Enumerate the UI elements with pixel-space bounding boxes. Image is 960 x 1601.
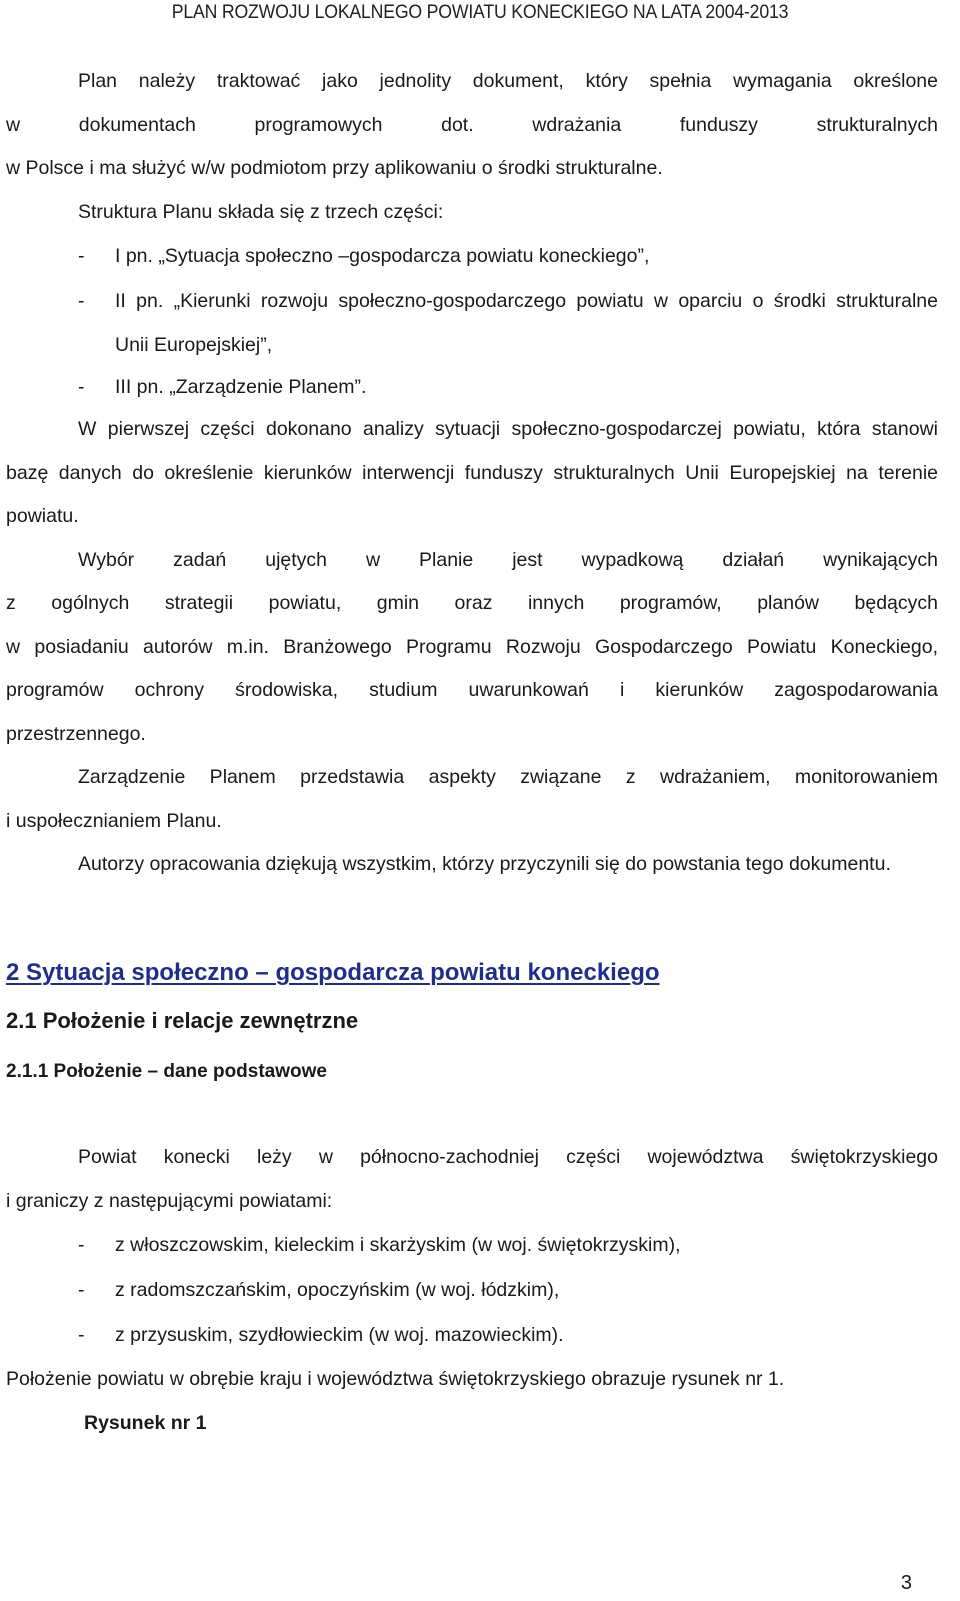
part-item-1 (6, 234, 938, 279)
neighbor-item-text: z włoszczowskim, kieleckim i skarżyskim (w woj. świętokrzyskim), (115, 1234, 681, 1256)
tasks-paragraph-line-1: Wybór zadań ujętych w Planie jest wypadkową działań wynikających (78, 548, 938, 571)
figure-caption: Rysunek nr 1 (84, 1411, 207, 1434)
analysis-paragraph-line-1: W pierwszej części dokonano analizy sytuacji społeczno-gospodarczej powiatu, która stanowi (78, 418, 938, 440)
subsection-heading: 2.1 Położenie i relacje zewnętrzne (6, 1008, 359, 1033)
location-section (6, 1136, 938, 1445)
page-number: 3 (900, 1572, 912, 1594)
neighbor-item-text: z przysuskim, szydłowieckim (w woj. mazowieckim). (115, 1324, 564, 1346)
subsection-heading-block (6, 1006, 938, 1036)
analysis-paragraph-line-2: bazę danych do określenie kierunków interwencji funduszy strukturalnych Unii Europejskiej na terenie (6, 461, 938, 484)
thanks-paragraph: Autorzy opracowania dziękują wszystkim, którzy przyczynili się do powstania tego dokumentu. (78, 853, 891, 875)
list-dash: - (78, 1324, 85, 1346)
part-item-3 (6, 367, 938, 408)
list-dash: - (78, 1234, 85, 1256)
part-item-text: I pn. „Sytuacja społeczno –gospodarcza powiatu koneckiego”, (115, 245, 650, 267)
list-dash: - (78, 376, 85, 398)
neighbor-item-2 (6, 1268, 938, 1313)
tasks-paragraph-line-2: z ogólnych strategii powiatu, gmin oraz innych programów, planów będących (6, 592, 938, 614)
list-dash: - (78, 245, 85, 267)
part-item-2 (6, 279, 938, 367)
list-dash: - (78, 1279, 85, 1301)
running-header: PLAN ROZWOJU LOKALNEGO POWIATU KONECKIEGO NA LATA 2004-2013 (171, 2, 789, 23)
part-item-text: III pn. „Zarządzenie Planem”. (115, 376, 367, 398)
management-paragraph-line-1: Zarządzenie Planem przedstawia aspekty związane z wdrażaniem, monitorowaniem (78, 766, 938, 788)
intro-paragraph-1-line-2: w dokumentach programowych dot. wdrażania funduszy strukturalnych (6, 113, 938, 136)
analysis-paragraph-line-3: powiatu. (6, 505, 79, 527)
section-heading-block (6, 958, 938, 988)
location-paragraph-line-1: Powiat konecki leży w północno-zachodniej części województwa świętokrzyskiego (78, 1146, 938, 1168)
tasks-paragraph-line-4: programów ochrony środowiska, studium uwarunkowań i kierunków zagospodarowania (6, 679, 938, 701)
subsubsection-heading-block (6, 1058, 938, 1086)
neighbor-item-text: z radomszczańskim, opoczyńskim (w woj. łódzkim), (115, 1279, 560, 1301)
section-heading (6, 958, 938, 988)
structure-intro: Struktura Planu składa się z trzech części: (78, 200, 444, 223)
section-heading-text: 2 Sytuacja społeczno – gospodarcza powiatu koneckiego (6, 959, 660, 986)
subsubsection-heading: 2.1.1 Położenie – dane podstawowe (6, 1061, 327, 1082)
intro-section (6, 60, 938, 887)
management-paragraph-line-2: i uspołecznianiem Planu. (6, 809, 222, 832)
tasks-paragraph-line-5: przestrzennego. (6, 722, 146, 745)
location-paragraph-line-2: i graniczy z następującymi powiatami: (6, 1189, 333, 1212)
intro-paragraph-1-line-3: w Polsce i ma służyć w/w podmiotom przy aplikowaniu o środki strukturalne. (6, 157, 663, 179)
figure-reference-paragraph: Położenie powiatu w obrębie kraju i województwa świętokrzyskiego obrazuje rysunek nr 1. (6, 1368, 785, 1390)
intro-paragraph-1-line-1: Plan należy traktować jako jednolity dokument, który spełnia wymagania określone (78, 70, 938, 92)
list-dash: - (78, 290, 85, 312)
tasks-paragraph-line-3: w posiadaniu autorów m.in. Branżowego Programu Rozwoju Gospodarczego Powiatu Koneckiego, (6, 635, 938, 658)
neighbor-item-3 (6, 1313, 938, 1358)
part-item-text-line-2: Unii Europejskiej”, (115, 334, 273, 356)
neighbor-item-1 (6, 1223, 938, 1268)
part-item-text-line-1: II pn. „Kierunki rozwoju społeczno-gospodarczego powiatu w oparciu o środki strukturalne (115, 290, 938, 312)
